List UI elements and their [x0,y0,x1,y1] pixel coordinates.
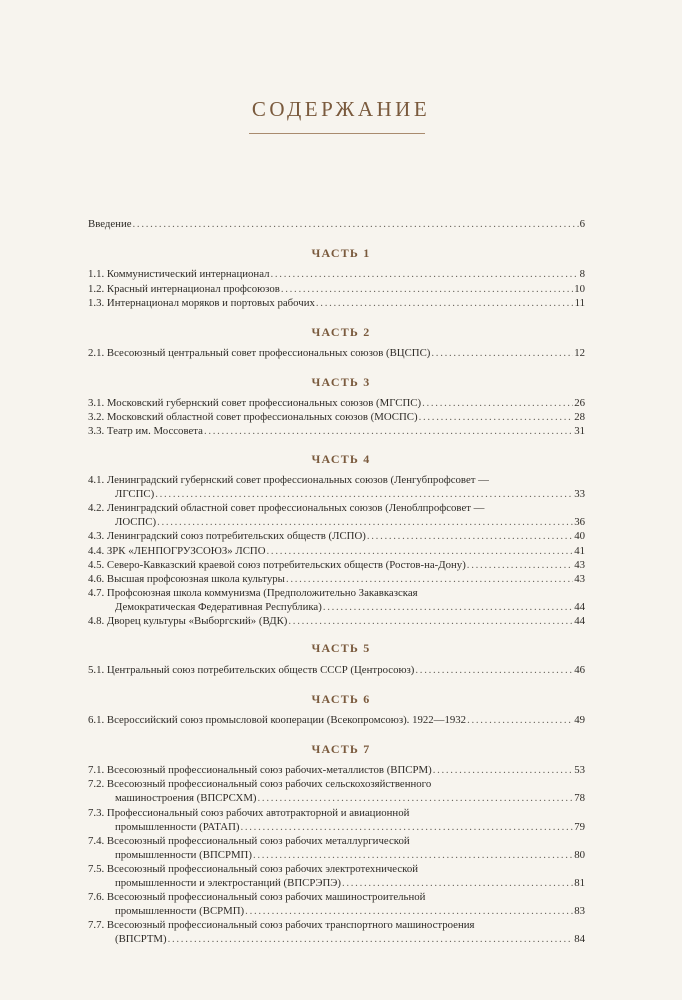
page-number: 40 [574,530,585,542]
toc-entry-7-5-line1: 7.5. Всесоюзный профессиональный союз рабочих электротехнической [88,863,419,875]
page-number: 31 [574,425,585,437]
page-number: 36 [574,516,585,528]
entry-text: 2.1. Всесоюзный центральный совет профессиональных союзов (ВЦСПС) [88,347,431,359]
toc-entry-intro[interactable] [88,218,585,231]
leader-dots [431,347,573,360]
toc-entry-7-6[interactable] [115,905,585,918]
part-heading-6: ЧАСТЬ 6 [311,692,371,706]
page-number: 44 [574,615,585,627]
entry-text: Введение [88,218,132,230]
page-number: 80 [574,849,585,861]
page-number: 12 [574,347,585,359]
leader-dots [258,792,574,805]
entry-text: промышленности (РАТАП) [115,821,240,833]
page-title: СОДЕРЖАНИЕ [251,97,431,121]
leader-dots [367,530,573,543]
leader-dots [204,425,573,438]
part-heading-2: ЧАСТЬ 2 [311,325,371,339]
entry-text: промышленности (ВСРМП) [115,905,245,917]
entry-text: 3.3. Театр им. Моссовета [88,425,203,437]
leader-dots [253,849,573,862]
page-number: 43 [574,573,585,585]
leader-dots [323,601,573,614]
title-underline [249,133,425,134]
entry-text: 4.8. Дворец культуры «Выборгский» (ВДК) [88,615,288,627]
toc-entry-4-7-line1: 4.7. Профсоюзная школа коммунизма (Предположительно Закавказская [88,587,418,599]
entry-text: Демократическая Федеративная Республика) [115,601,322,613]
entry-text: 3.1. Московский губернский совет профессиональных союзов (МГСПС) [88,397,422,409]
entry-text: 1.1. Коммунистический интернационал [88,268,270,280]
toc-entry-3-2[interactable] [88,411,585,424]
part-heading-7: ЧАСТЬ 7 [311,742,371,756]
toc-entry-3-1[interactable] [88,397,585,410]
toc-entry-4-4[interactable] [88,545,585,558]
toc-entry-1-3[interactable] [88,297,585,310]
page-number: 33 [574,488,585,500]
leader-dots [245,905,573,918]
page-number: 46 [574,664,585,676]
leader-dots [286,573,573,586]
entry-text: 7.1. Всесоюзный профессиональный союз рабочих-металлистов (ВПСРМ) [88,764,432,776]
toc-entry-4-5[interactable] [88,559,585,572]
toc-entry-3-3[interactable] [88,425,585,438]
part-heading-3: ЧАСТЬ 3 [311,375,371,389]
toc-entry-4-1[interactable] [115,488,585,501]
leader-dots [157,516,573,529]
entry-text: (ВПСРТМ) [115,933,167,945]
page-number: 6 [579,218,585,230]
toc-entry-7-3[interactable] [115,821,585,834]
leader-dots [267,545,574,558]
toc-entry-4-3[interactable] [88,530,585,543]
page-number: 53 [574,764,585,776]
page-number: 84 [574,933,585,945]
page-number: 28 [574,411,585,423]
toc-entry-6-1[interactable] [88,714,585,727]
toc-entry-4-2[interactable] [115,516,585,529]
leader-dots [467,559,573,572]
toc-entry-7-4[interactable] [115,849,585,862]
toc-entry-7-3-line1: 7.3. Профессиональный союз рабочих автотракторной и авиационной [88,807,410,819]
page-number: 78 [574,792,585,804]
toc-entry-7-2[interactable] [115,792,585,805]
entry-text: 4.5. Северо-Кавказский краевой союз потребительских обществ (Ростов-на-Дону) [88,559,466,571]
toc-entry-7-7-line1: 7.7. Всесоюзный профессиональный союз рабочих транспортного машиностроения [88,919,475,931]
page-number: 11 [574,297,585,309]
toc-entry-4-7[interactable] [115,601,585,614]
leader-dots [415,664,573,677]
leader-dots [467,714,573,727]
leader-dots [168,933,574,946]
entry-text: 6.1. Всероссийский союз промысловой кооперации (Всекопромсоюз). 1922—1932 [88,714,467,726]
part-heading-1: ЧАСТЬ 1 [311,246,371,260]
toc-entry-7-7[interactable] [115,933,585,946]
toc-entry-7-6-line1: 7.6. Всесоюзный профессиональный союз рабочих машиностроительной [88,891,426,903]
leader-dots [133,218,579,231]
entry-text: ЛОСПС) [115,516,157,528]
page-number: 44 [574,601,585,613]
page-number: 79 [574,821,585,833]
page-number: 10 [574,283,585,295]
page-number: 26 [574,397,585,409]
leader-dots [271,268,579,281]
entry-text: 1.2. Красный интернационал профсоюзов [88,283,280,295]
toc-entry-7-4-line1: 7.4. Всесоюзный профессиональный союз рабочих металлургической [88,835,410,847]
toc-entry-5-1[interactable] [88,664,585,677]
leader-dots [342,877,573,890]
page-number: 8 [579,268,585,280]
leader-dots [433,764,574,777]
entry-text: 5.1. Центральный союз потребительских обществ СССР (Центросоюз) [88,664,415,676]
leader-dots [316,297,574,310]
leader-dots [240,821,573,834]
leader-dots [281,283,573,296]
toc-entry-7-1[interactable] [88,764,585,777]
leader-dots [288,615,573,628]
toc-entry-4-6[interactable] [88,573,585,586]
part-heading-4: ЧАСТЬ 4 [311,452,371,466]
toc-entry-2-1[interactable] [88,347,585,360]
toc-entry-1-1[interactable] [88,268,585,281]
page-number: 41 [574,545,585,557]
page-number: 49 [574,714,585,726]
page-number: 81 [574,877,585,889]
entry-text: промышленности (ВПСРМП) [115,849,252,861]
toc-entry-1-2[interactable] [88,283,585,296]
entry-text: промышленности и электростанций (ВПСРЭПЭ) [115,877,341,889]
toc-entry-7-5[interactable] [115,877,585,890]
leader-dots [419,411,574,424]
toc-entry-4-1-line1: 4.1. Ленинградский губернский совет профессиональных союзов (Ленгубпрофсовет — [88,474,489,486]
toc-entry-4-2-line1: 4.2. Ленинградский областной совет профессиональных союзов (Леноблпрофсовет — [88,502,485,514]
entry-text: 4.3. Ленинградский союз потребительских обществ (ЛСПО) [88,530,366,542]
toc-entry-4-8[interactable] [88,615,585,628]
leader-dots [422,397,573,410]
entry-text: 4.6. Высшая профсоюзная школа культуры [88,573,285,585]
part-heading-5: ЧАСТЬ 5 [311,641,371,655]
page-number: 43 [574,559,585,571]
toc-entry-7-2-line1: 7.2. Всесоюзный профессиональный союз рабочих сельскохозяйственного [88,778,432,790]
entry-text: 1.3. Интернационал моряков и портовых рабочих [88,297,315,309]
entry-text: машиностроения (ВПСРСХМ) [115,792,257,804]
page-number: 83 [574,905,585,917]
leader-dots [155,488,573,501]
entry-text: 4.4. ЗРК «ЛЕНПОГРУЗСОЮЗ» ЛСПО [88,545,266,557]
entry-text: ЛГСПС) [115,488,155,500]
entry-text: 3.2. Московский областной совет профессиональных союзов (МОСПС) [88,411,418,423]
